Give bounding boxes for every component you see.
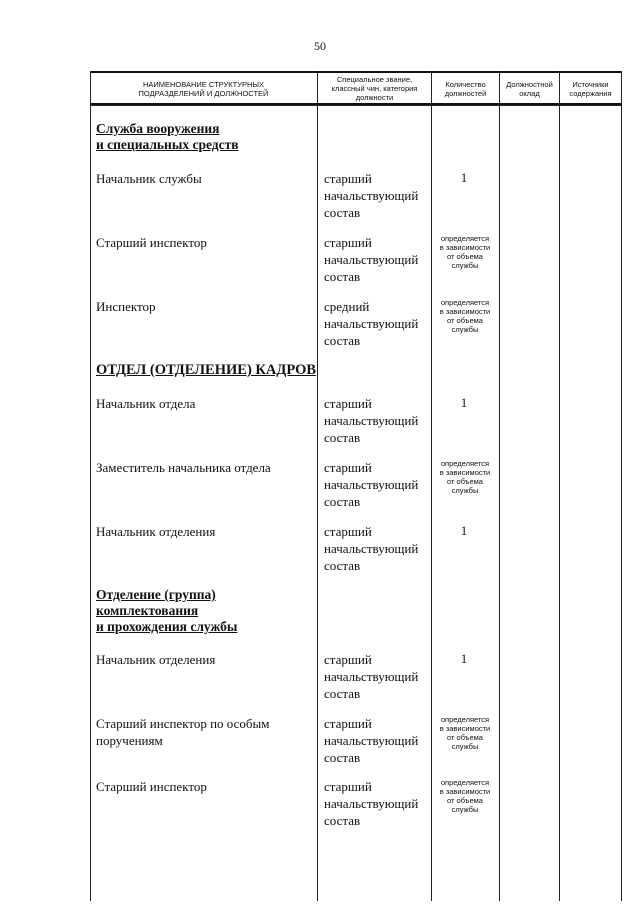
column-divider [559, 71, 560, 901]
position-count-note: определяется в зависимости от объема службы [439, 298, 491, 334]
position-count: 1 [460, 395, 468, 410]
position-count-note: определяется в зависимости от объема службы [439, 715, 491, 751]
column-divider [621, 71, 622, 901]
position-category: средний начальствующий состав [324, 299, 419, 348]
position-name: Начальник отделения [96, 524, 216, 539]
page-number: 50 [314, 39, 326, 53]
column-divider [317, 71, 318, 901]
position-count-note: определяется в зависимости от объема службы [439, 459, 491, 495]
position-category: старший начальствующий состав [324, 524, 419, 573]
position-count-note: определяется в зависимости от объема службы [439, 234, 491, 270]
position-name: Инспектор [96, 299, 156, 314]
section-title: и прохождения службы [96, 619, 238, 634]
position-category: старший начальствующий состав [324, 716, 419, 765]
position-category: старший начальствующий состав [324, 171, 419, 220]
position-name: Начальник отдела [96, 396, 196, 411]
position-name: Старший инспектор по особым поручениям [96, 716, 270, 748]
position-name: Начальник отделения [96, 652, 216, 667]
position-category: старший начальствующий состав [324, 460, 419, 509]
position-category: старший начальствующий состав [324, 779, 419, 828]
position-count: 1 [460, 170, 468, 185]
position-name: Старший инспектор [96, 235, 207, 250]
column-divider [499, 71, 500, 901]
position-category: старший начальствующий состав [324, 396, 419, 445]
column-divider [90, 71, 91, 901]
section-title: комплектования [96, 603, 199, 618]
position-name: Заместитель начальника отдела [96, 460, 271, 475]
header-count: Количество должностей [444, 79, 487, 98]
position-name: Старший инспектор [96, 779, 207, 794]
section-title: Отделение (группа) [96, 587, 216, 602]
staff-table [90, 71, 622, 901]
position-count-note: определяется в зависимости от объема службы [439, 778, 491, 814]
section-title: Служба вооружения [96, 121, 220, 136]
header-name: НАИМЕНОВАНИЕ СТРУКТУРНЫХ ПОДРАЗДЕЛЕНИЙ И ДОЛЖНОСТЕЙ [138, 79, 269, 98]
section-title: и специальных средств [96, 137, 239, 152]
position-category: старший начальствующий состав [324, 652, 419, 701]
header-source: Источники содержания [569, 79, 612, 98]
position-name: Начальник службы [96, 171, 202, 186]
header-rank: Специальное звание, классный чин, категория должности [331, 75, 418, 102]
section-title: ОТДЕЛ (ОТДЕЛЕНИЕ) КАДРОВ [96, 362, 317, 378]
position-category: старший начальствующий состав [324, 235, 419, 284]
position-count: 1 [460, 651, 468, 666]
header-salary: Должностной оклад [506, 79, 553, 98]
position-count: 1 [460, 523, 468, 538]
